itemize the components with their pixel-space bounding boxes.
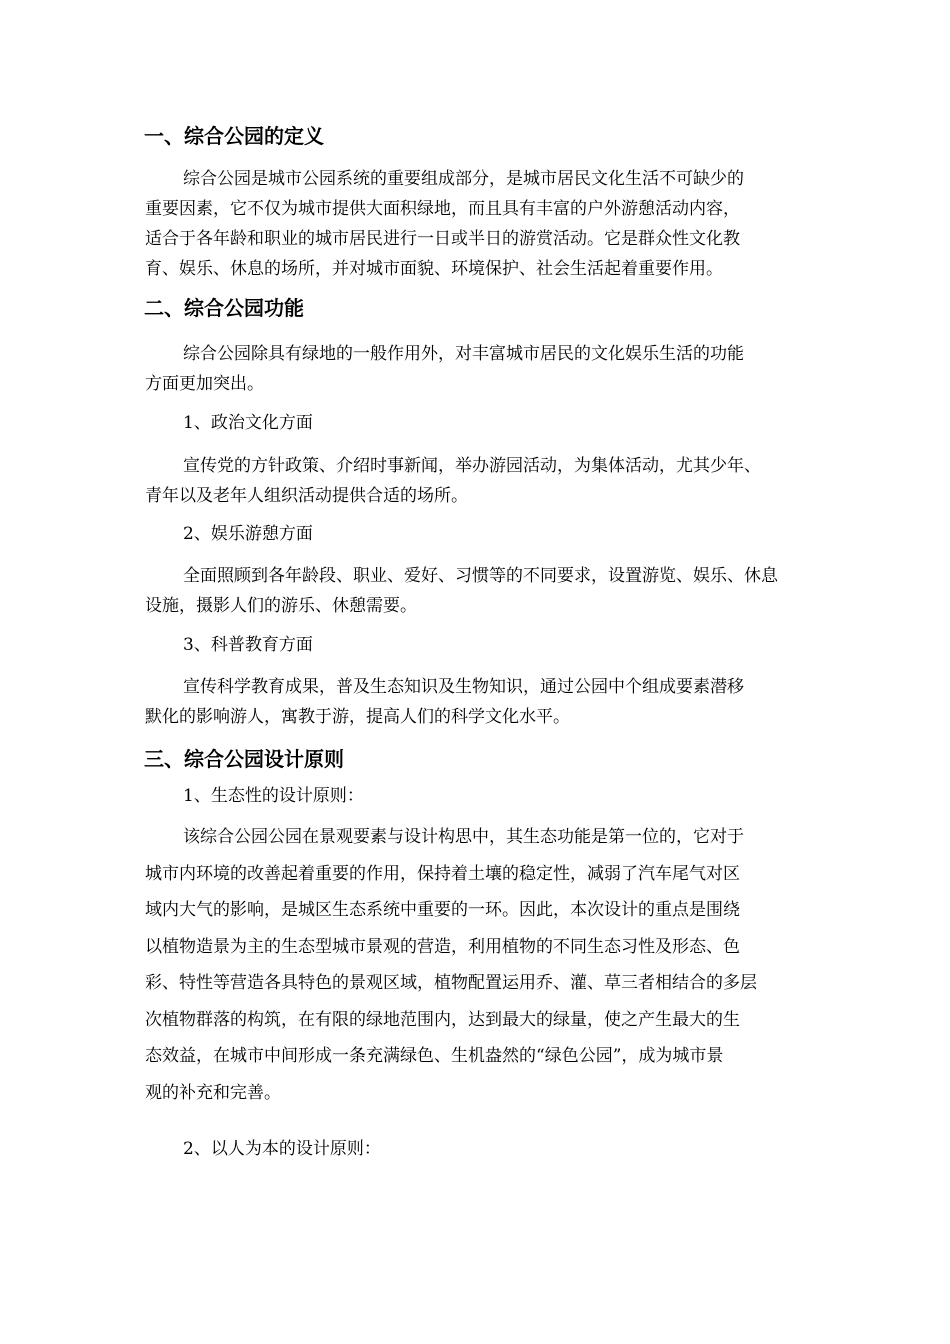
paragraph-definition bbox=[145, 164, 811, 284]
section-heading-definition: 一、综合公园的定义 bbox=[144, 124, 324, 148]
paragraph-ecological-principle bbox=[145, 819, 811, 1111]
section-heading-design-principles: 三、综合公园设计原则 bbox=[144, 747, 344, 771]
section-heading-function: 二、综合公园功能 bbox=[144, 296, 304, 320]
text-line: 默化的影响游人，寓教于游，提高人们的科学文化水平。 bbox=[145, 707, 570, 727]
text-line: 重要因素，它不仅为城市提供大面积绿地，而且具有丰富的户外游憩活动内容， bbox=[145, 199, 740, 219]
text-line: 方面更加突出。 bbox=[145, 374, 264, 394]
text-line: 观的补充和完善。 bbox=[145, 1082, 281, 1103]
text-line: 域内大气的影响，是城区生态系统中重要的一环。因此，本次设计的重点是围绕 bbox=[145, 900, 740, 920]
subheading-entertainment: 2、娱乐游憩方面 bbox=[183, 524, 313, 544]
subheading-science-education: 3、科普教育方面 bbox=[183, 635, 313, 655]
paragraph-politics-culture bbox=[145, 451, 811, 511]
text-line: 综合公园除具有绿地的一般作用外，对丰富城市居民的文化娱乐生活的功能 bbox=[183, 344, 744, 364]
text-line: 以植物造景为主的生态型城市景观的营造，利用植物的不同生态习性及形态、色 bbox=[145, 936, 740, 957]
text-line: 次植物群落的构筑，在有限的绿地范围内，达到最大的绿量，使之产生最大的生 bbox=[145, 1009, 740, 1030]
text-line: 城市内环境的改善起着重要的作用，保持着土壤的稳定性，减弱了汽车尾气对区 bbox=[145, 863, 740, 884]
text-line: 彩、特性等营造各具特色的景观区域，植物配置运用乔、灌、草三者相结合的多层 bbox=[145, 973, 757, 993]
text-line: 态效益，在城市中间形成一条充满绿色、生机盎然的“绿色公园”，成为城市景 bbox=[145, 1046, 724, 1066]
text-line: 该综合公园公园在景观要素与设计构思中，其生态功能是第一位的，它对于 bbox=[183, 827, 744, 847]
text-line: 综合公园是城市公园系统的重要组成部分，是城市居民文化生活不可缺少的 bbox=[183, 169, 744, 189]
paragraph-entertainment bbox=[145, 561, 811, 621]
text-line: 适合于各年龄和职业的城市居民进行一日或半日的游赏活动。它是群众性文化教 bbox=[145, 229, 740, 249]
text-line: 育、娱乐、休息的场所，并对城市面貌、环境保护、社会生活起着重要作用。 bbox=[145, 259, 723, 279]
text-line: 宣传科学教育成果，普及生态知识及生物知识，通过公园中个组成要素潜移 bbox=[183, 677, 744, 697]
text-line: 全面照顾到各年龄段、职业、爱好、习惯等的不同要求，设置游览、娱乐、休息 bbox=[183, 566, 778, 586]
subheading-people-oriented-principle: 2、以人为本的设计原则： bbox=[183, 1139, 381, 1159]
subheading-politics-culture: 1、政治文化方面 bbox=[183, 413, 313, 433]
paragraph-function-intro bbox=[145, 339, 811, 399]
paragraph-science-education bbox=[145, 672, 811, 732]
subheading-ecological-principle: 1、生态性的设计原则： bbox=[183, 786, 364, 806]
text-line: 宣传党的方针政策、介绍时事新闻，举办游园活动，为集体活动，尤其少年、 bbox=[183, 456, 761, 476]
text-line: 设施，摄影人们的游乐、休憩需要。 bbox=[145, 596, 417, 616]
text-line: 青年以及老年人组织活动提供合适的场所。 bbox=[145, 486, 468, 506]
